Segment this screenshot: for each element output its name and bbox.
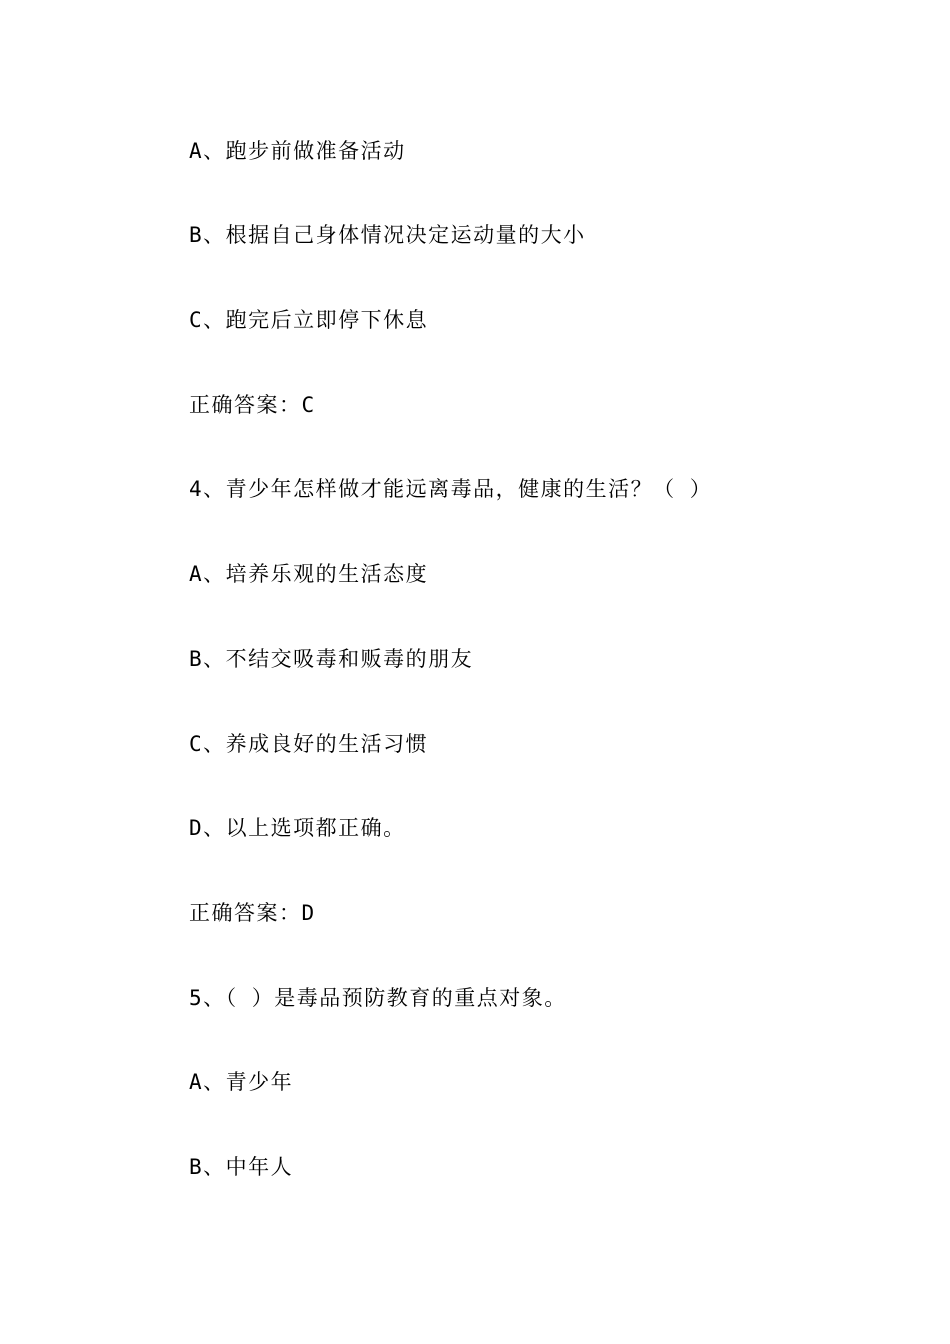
option-b-text: B、根据自己身体情况决定运动量的大小 (189, 223, 586, 247)
option-a-text: A、跑步前做准备活动 (189, 139, 406, 163)
question-5-text: 5、（ ）是毒品预防教育的重点对象。 (189, 986, 567, 1010)
option-c-text: C、跑完后立即停下休息 (189, 308, 429, 332)
answer-text: 正确答案：D (189, 901, 316, 925)
question-4-text: 4、青少年怎样做才能远离毒品，健康的生活？（ ） (189, 477, 713, 501)
option-b-text: B、中年人 (189, 1155, 294, 1179)
option-c-text: C、养成良好的生活习惯 (189, 732, 429, 756)
option-a-text: A、培养乐观的生活态度 (189, 562, 429, 586)
option-d-text: D、以上选项都正确。 (189, 816, 406, 840)
option-a-text: A、青少年 (189, 1070, 294, 1094)
answer-text: 正确答案：C (189, 393, 316, 417)
option-b-text: B、不结交吸毒和贩毒的朋友 (189, 647, 474, 671)
